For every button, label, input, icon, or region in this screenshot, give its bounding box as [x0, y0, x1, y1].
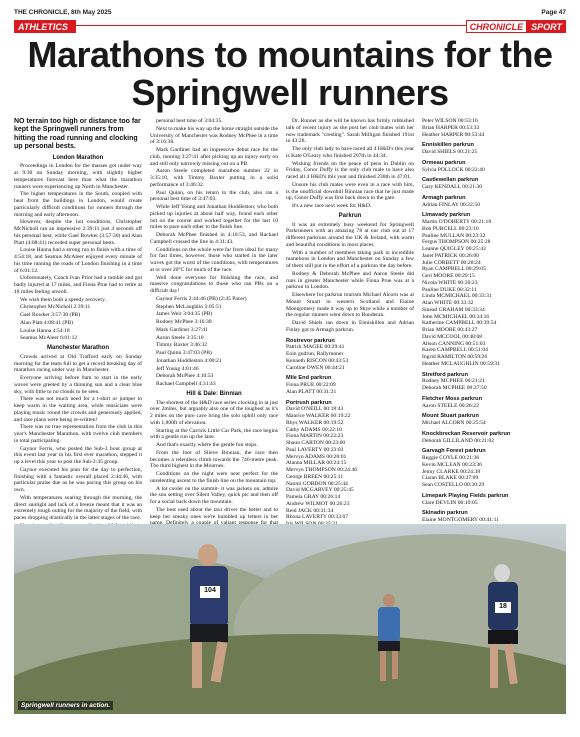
result-line: Pauline MULLAN 00:23:32	[422, 232, 486, 239]
result-line: Sean COSTELLO 00:30:29	[422, 482, 485, 488]
article-paragraph: It's a new race next week for H&D.	[292, 203, 372, 209]
article-paragraph: And that's exactly where the gentle fun stops.	[156, 442, 258, 448]
article-paragraph: There was no true representation from the club in this year's Manchester Marathon, with twelve club members in total participating.	[14, 424, 142, 444]
result-line: Deborah MCPHEE 00:27:50	[422, 385, 487, 391]
result-line: Reid JACK 00:31:34	[286, 507, 334, 514]
result-line: Eoin gudrun, Rallyrunner	[286, 351, 344, 357]
column-1	[14, 118, 142, 544]
article-paragraph: Paul Quinn 3:47:03 (PB)	[156, 350, 212, 356]
article-paragraph: It was an extremely busy weekend for Springwell Parkrunners with an amazing 78 at our club out at 17 different parkruns around the UK & Ireland, with warm and beautiful conditions in most places.	[286, 221, 414, 248]
result-line: Clare DEVLIN 00:19:05	[422, 499, 478, 506]
article-paragraph: Jonathan Huddleston 4:00:21	[156, 357, 222, 364]
result-line: Nicola WHITE 00:30:23	[422, 279, 478, 286]
result-line: Rhys WALKER 00:19:52	[286, 419, 344, 426]
result-line: Patrick MAGEE 00:29:41	[286, 344, 345, 351]
results-venue: Knockbreckan Reservoir parkrun	[422, 430, 511, 437]
article-paragraph: Rodney & Deborah McPhee and Aaron Steele did runs in greater Manchester while Fiona Prue was at a parkrun in London.	[286, 270, 414, 291]
results-venue: Enniskillen parkrun	[422, 142, 474, 149]
column-4	[422, 118, 566, 568]
article-paragraph: Well done everyone for finishing the race, and massive congratulations to those who ran PBs on a difficult day!	[150, 274, 278, 294]
result-line: Fiona MARTIN 00:22:23	[286, 433, 344, 440]
article-paragraph: David Shiels ran down in Enniskillen and Adrian Finlay got to Armagh parkrun.	[286, 320, 414, 333]
result-line: Alanna MILLAR 00:24:15	[286, 460, 347, 467]
standfirst: NO terrain too high or distance too far kept the Springwell runners from hitting the road running and clocking up personal bests.	[14, 118, 141, 151]
race-bib: 18	[495, 602, 511, 613]
column-2	[150, 118, 278, 571]
result-line: David MCCOOL 00:48:08	[422, 333, 483, 340]
result-line: Geri MOORE 00:29:15	[422, 273, 475, 279]
result-line: David MCGARVEY 00:25:45	[286, 487, 354, 494]
runner-figure	[482, 564, 524, 694]
column-3	[286, 118, 414, 589]
article-paragraph: Christopher McNicholl 2:39:11	[20, 304, 91, 311]
section-bar	[14, 20, 566, 33]
result-line: David O'NEILL 00:18:43	[286, 406, 344, 413]
results-venue: Stretford parkrun	[422, 371, 468, 378]
article-paragraph: Mark Gardiner had an impressive debut race for the club, running 3:27:41 after picking up an injury early on and still only narrowly missing out on a PB.	[150, 147, 278, 167]
article-paragraph: Everyone arriving before 8am to start in the early waves were greeted by a thinning sun and a clear blue sky, with little to no clouds to be seen.	[14, 375, 142, 395]
article-paragraph: personal best time of 3:04:35.	[156, 118, 223, 124]
subheading: Manchester Marathon	[46, 345, 109, 352]
article-paragraph: Stephen McLaughlin 3:05:51	[156, 303, 222, 310]
result-line: Martin O'DOHERTY 00:21:18	[422, 219, 492, 225]
article-paragraph: Proceedings in London for the masses got under way at 9:30 on Sunday morning, with slightly higher temperatures forecast here than what the marathon runners were experiencing up North in Manchester.	[14, 163, 142, 190]
article-paragraph: Next to make his way up the home straight outside the University of Manchester was Rodney McPhee in a time of 3:16:38.	[150, 125, 278, 146]
results-venue: Limepark Playing Fields parkrun	[422, 492, 509, 499]
results-venue: Limavady parkrun	[422, 212, 471, 219]
result-line: Ciaran BLAKE 00:27:09	[422, 475, 479, 482]
result-line: John MCMICHAEL 00:34:16	[422, 313, 490, 320]
result-line: Rodney MCPHEE 00:21:21	[422, 378, 485, 385]
results-venue: Armagh parkrun	[422, 194, 466, 201]
article-paragraph: The higher temperatures in the South, coupled with heat from the buildings in London, would create particularly difficult conditions for runners through the morning and early afternoon.	[14, 191, 142, 218]
section-label-athletics: ATHLETICS	[14, 20, 76, 33]
article-paragraph: Louise Hanna 4:54:18	[20, 327, 70, 334]
results-venue: Rostrevor parkrun	[286, 337, 335, 344]
article-paragraph: Crowds arrived at Old Trafford early on Sunday morning for the team full to get a record breaking day of marathon racing under way in Manchester.	[14, 353, 142, 374]
article-paragraph: Paul Quinn, on his return to the club, also ran a personal best time of 3:47:03.	[150, 189, 278, 203]
results-venue: Mount Stuart parkrun	[422, 413, 479, 420]
result-line: Mervyn THOMPSON 00:24:46	[286, 467, 358, 473]
results-venue: Mile End parkrun	[286, 375, 332, 382]
article-paragraph: Starting at the Carrick Little Car Park, the race begins with a gentle run up the lane.	[150, 427, 278, 441]
result-line: Sinead GRAHAM 00:33:34	[422, 306, 485, 313]
article-paragraph: We wish them both a speedy recovery.	[20, 296, 107, 303]
result-line: Mervyn ADAMS 00:28:01	[286, 453, 347, 460]
article-paragraph: Seamus McAleer 6:01:12	[20, 335, 78, 342]
article-paragraph: Conditions on the night were near perfect for the unrelenting ascent to the finish line on the mountain top.	[150, 471, 278, 484]
result-line: Ryan CAMPBELL 00:29:05	[422, 266, 486, 273]
result-line: Ingrid RAMILTON 00:59:26	[422, 354, 488, 360]
result-line: Shaun CARTON 00:23:00	[286, 440, 346, 446]
article-paragraph: Mark Gardiner 3:27:41	[156, 326, 208, 333]
results-venue: Castlewellan parkrun	[422, 177, 479, 184]
result-line: Maurice WALKER 00:19:22	[286, 413, 351, 419]
result-line: Cathy ADAMS 00:22:10	[286, 426, 342, 433]
result-line: Gary KENDALL 00:21:30	[422, 184, 483, 190]
result-line: Reggie COYLE 00:21:36	[422, 455, 480, 461]
article-paragraph: Unfortunately, Coach Ivan Prior had a tumble and got badly injured at 17 miles, and Fiona Prue had to retire at 18 miles feeling unwell.	[14, 275, 142, 295]
result-line: George BREEN 00:25:11	[286, 473, 344, 480]
article-paragraph: Aaron Steele 3:35:10	[156, 334, 204, 341]
result-line: Karen CAMPBELL 00:51:04	[422, 347, 488, 354]
article-paragraph: There was not much need for a t-shirt or jumper to keep warm in the waiting area, while musicians were playing music round the crowds and generously applied, and race plans were being re-written!	[14, 396, 142, 423]
results-venue: Fletcher Moss parkrun	[422, 395, 482, 402]
result-line: Kevin MCLEAN 00:23:36	[422, 461, 482, 468]
results-venue: Garvagh Forest parkrun	[422, 448, 486, 455]
result-line: Julie CORBETT 00:28:24	[422, 259, 481, 266]
subheading: Hill & Dale: Binnian	[186, 390, 242, 397]
publication-date: THE CHRONICLE, 8th May 2025	[14, 8, 112, 16]
article-paragraph: Timmy Baxter 3:46:32	[156, 342, 208, 349]
section-rule	[76, 25, 466, 33]
result-line: Elaine MONTGOMERY 00:41:11	[422, 517, 499, 523]
result-line: Michael ALCORN 00:25:54	[422, 420, 486, 426]
results-venue: Portrush parkrun	[286, 399, 332, 406]
article-paragraph: Jeff Young 4:01:46	[156, 365, 199, 372]
article-paragraph: The only club lady to have raced all 4 H&D's this year is Kate O'Leary who finished 207th in 44:34.	[286, 146, 415, 159]
result-line: Jenny CLARKE 00:24:38	[422, 468, 481, 475]
article-paragraph: From the foot of Slieve Binnian, the race then becomes a relentless climb towards the 746-metre peak. The third highest in the Mournes.	[150, 449, 278, 470]
result-line: Paul LAVERTY 00:23:03	[286, 446, 344, 453]
result-line: Deborah GILLILAND 00:21:02	[422, 437, 495, 444]
runner-figure	[182, 544, 236, 694]
result-line: David SHIELS 00:21:25	[422, 149, 478, 155]
result-line: Peter WILSON 00:53:16	[422, 118, 478, 124]
result-line: Linda MCMICHAEL 00:33:31	[422, 293, 492, 300]
article-paragraph: A lot cooler on the summit- it was jackets on, admire the sun setting over Silent Valley, quick pic and then off for a social back down the mountain.	[150, 485, 278, 505]
article-paragraph: Gaynor executed his plan for the day to perfection, finishing with a fantastic overall placed 2:44:46, with particular praise due as he was pacing this group on his own.	[14, 466, 142, 494]
result-line: Leanne QUIGLEY 00:25:43	[422, 246, 486, 252]
runner-figure	[374, 594, 404, 684]
article-paragraph: While Jeff Young and Jonathan Huddleston, who both picked up injuries at about half way, found each other out on the course and worked together for the last 10 miles to pace each other to the finish line.	[150, 204, 278, 231]
article-paragraph: Aaron Steele completed marathon number 22 in 3:35:10, with Timmy Baxter putting in a solid performance of 3:46:32.	[150, 168, 278, 188]
result-line: Caroline OWEN 00:44:21	[286, 364, 345, 371]
article-paragraph: Alan Platt 4:08:41 (PB)	[20, 319, 73, 326]
result-line: Janet PATRICK 00:26:00	[422, 252, 479, 259]
result-line: Heather HARPER 00:53:44	[422, 131, 485, 138]
article-paragraph: Elsewhere for parkrun tourism Michael Alcorn was at Mount Stuart in western Scotland and Elaine Montgomery made it way up to Skye while a number of the regular runners went down to Bunderan.	[286, 292, 414, 319]
article-paragraph: With temperatures soaring through the morning, the direct sunlight and lack of a breeze meant that it was an extremely tough outing for the majority of the field, with paces dropping drastically in the latter stages of the race.	[14, 494, 142, 522]
logo-chronicle: CHRONICLE	[466, 20, 528, 33]
article-paragraph: Gaynor Ferris, who posted the Sub-3 hour group at this event last year in his first ever marathon, stepped it up a level this year to post the Sub-2:45 group.	[14, 445, 142, 466]
article-paragraph: Louise Hanna had a strong run to finish with a time of 4:54:18, and Seamus McAleer enjoyed every minute of his time running the roads of London finishing in a time of 6:01:12.	[14, 247, 142, 274]
result-line: Brian HARPER 00:53:33	[422, 124, 480, 131]
article-paragraph: James Weir 3:04:35 (PB)	[156, 311, 213, 318]
result-line: Aaron STEELE 00:26:22	[422, 402, 479, 409]
result-line: Alan PLATT 00:31:21	[286, 388, 337, 395]
page-number: Page 47	[541, 8, 566, 16]
result-line: Alison CANNING 00:51:03	[422, 340, 486, 347]
runners-photo	[14, 524, 566, 714]
result-line: Brian MOORE 00:43:27	[422, 327, 478, 333]
subheading: London Marathon	[52, 154, 104, 161]
logo-sport: SPORT	[527, 20, 566, 33]
article-paragraph: Conditions on the whole were far from ideal for many for fast times, however, those who started in the later waves got the worst of the conditions, with temperatures at or over 20°C for much of the race.	[150, 246, 278, 273]
masthead	[14, 6, 566, 18]
result-line: Andrew WILMOT 00:26:23	[286, 500, 350, 507]
article-paragraph: Deborah McPhee finished in 4:10:53, and Rachael Campbell crossed the line in 4:31:43.	[150, 232, 278, 245]
result-line: Pauline DUKE 00:32:11	[422, 286, 477, 293]
headline: Marathons to mountains for the Springwell runners	[27, 34, 553, 113]
result-line: Alan WHITE 00:33:32	[422, 300, 474, 306]
result-line: Heather MCLAUGHLIN 00:59:31	[422, 360, 500, 367]
article-paragraph: Deborah McPhee 4:10:53	[156, 373, 214, 380]
section-logo	[466, 20, 566, 33]
result-line: Naomi GORDON 00:25:44	[286, 480, 348, 487]
article-paragraph: Gael Bowker 3:57:30 (PB)	[20, 312, 81, 319]
result-line: Adrian FINLAY 00:22:50	[422, 201, 481, 208]
results-venue: Ormeau parkrun	[422, 159, 466, 166]
article-paragraph: The best used about the taxi driver the better and to keep her sneaky ones we're humbled up letters in her	[150, 506, 278, 520]
article-paragraph: Rodney McPhee 3:16:38	[156, 319, 212, 325]
article-paragraph: Unsure his club mates were even in a race with him, is the unofficial downhill Binnian race that he just made up, Conor Duffy was first back down to the gate.	[286, 181, 414, 202]
results-venue: Skinadin parkrun	[422, 510, 468, 517]
result-line: Katherine CAMPBELL 00:39:54	[422, 320, 497, 327]
result-line: Bob PURCELL 00:23:10	[422, 225, 479, 232]
result-line: Pamela GRAY 00:26:14	[286, 494, 341, 500]
result-line: Fergus THOMPSON 00:25:28	[422, 239, 491, 246]
race-bib: 104	[200, 586, 220, 598]
result-line: Fiona PRUE 00:22:09	[286, 382, 336, 388]
result-line: Sylvia POLLOCK 00:22:40	[422, 166, 485, 173]
article-paragraph: Wishing friends on the peace of pens in Dublin on Friday, Conor Duffy is the only club male to have also raced all 4 H&D's this year and finished 238th in 47:01.	[286, 160, 414, 180]
photo-caption: Springwell runners in action.	[18, 701, 113, 710]
article-paragraph: The shortest of the H&D race series clocking in at just over 2miles, but arguably also one of the toughest as it's 2 miles on the pure cave bring the solo uphill only race with 1,800ft of elevation.	[150, 399, 278, 426]
result-line: Rhona LAVERTY 00:33:07	[286, 514, 349, 521]
article-paragraph: Rachael Campbell 4:31:43	[156, 381, 216, 387]
article-paragraph: Dr. Runner as she will be known has firmly rubbished talk of recent injury as she post her club mates with her now trademark "cresting". Sarah Milligan finished 191st in 43:28.	[286, 118, 414, 145]
article-paragraph: Gaynor Ferris 2:44:46 (PB) (2:45 Pacer)	[156, 295, 247, 302]
result-line: Kenneth RISCON 00:43:53	[286, 357, 349, 364]
subheading: Parkrun	[338, 212, 362, 219]
article-paragraph: However, despite the hot conditions, Christopher McNicholl ran an impressive 2:39:11 just 4 seconds off his personal best, while Gael Bowker (3:57:30) and Alan Platt (4:08:41) recorded super personal bests.	[14, 219, 142, 246]
article-paragraph: With a number of members taking park in incredible marathons in London and Manchester on Sunday a few of them still put in the effort of a parkrun the day before.	[286, 249, 414, 269]
